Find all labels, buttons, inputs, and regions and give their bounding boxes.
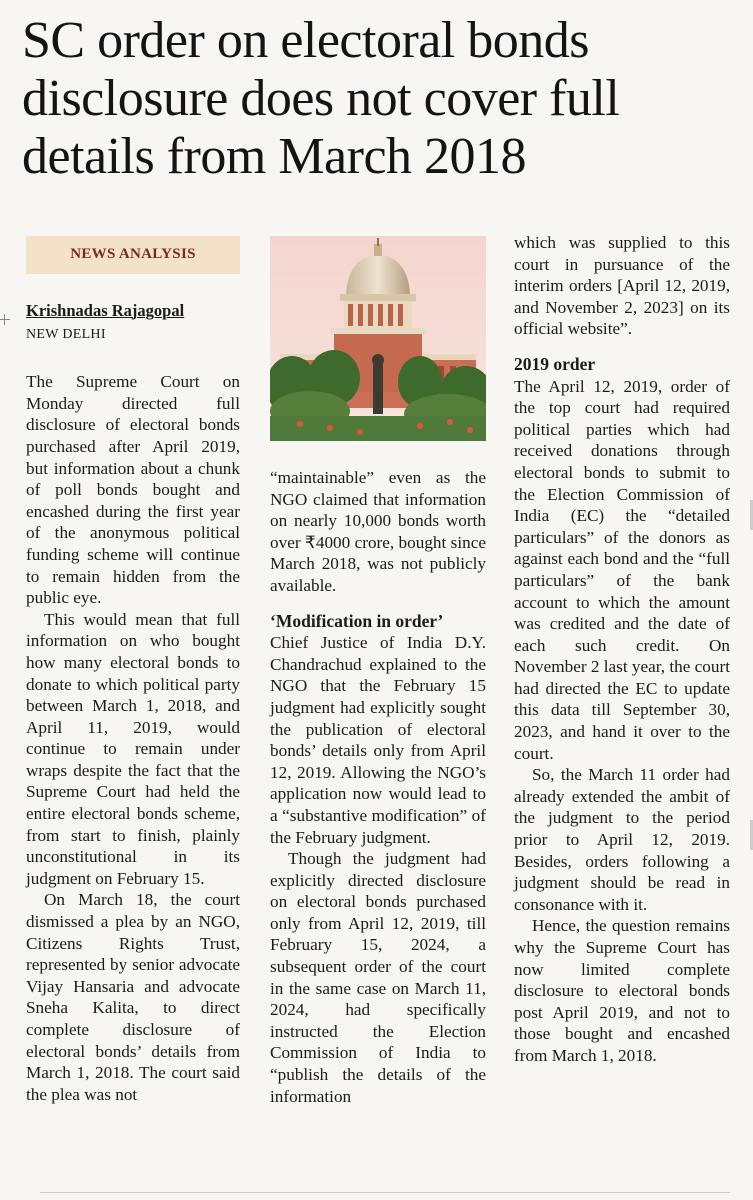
paragraph: Hence, the question remains why the Supreme Court has now limited complete disclosure to electoral bonds post April 2019, and not to those bought and encashed from March 1, 2018.: [514, 916, 730, 1065]
subhead: 2019 order: [514, 353, 596, 374]
paragraph: So, the March 11 order had already extended the ambit of the judgment to the period prior to April 12, 2019. Besides, orders following a judgment should be read in consonance with it.: [514, 765, 730, 914]
subhead: ‘Modification in order’: [270, 610, 444, 631]
headline: SC order on electoral bonds disclosure does not cover full details from March 2018: [22, 12, 620, 185]
news-analysis-tag: NEWS ANALYSIS: [26, 236, 240, 274]
paragraph: The Supreme Court on Monday directed full disclosure of electoral bonds purchased after April 2019, but information about a chunk of poll bonds bought and encashed during the first year of the anonymous political funding scheme will continue to remain hidden from the public eye.: [26, 372, 240, 608]
paragraph: Though the judgment had explicitly directed disclosure on electoral bonds purchased only from April 12, 2019, till February 15, 2024, a subsequent order of the court in the same case on March 11, 2024, had specifically instructed the Election Commission of India to “publish the details of the information: [270, 849, 486, 1106]
register-mark: [0, 319, 10, 320]
paragraph: Chief Justice of India D.Y. Chandrachud explained to the NGO that the February 15 judgment had explicitly sought the publication of electoral bonds’ details only from April 12, 2019. Allowing the NGO’s application now would lead to a “substantive modification” of the February judgment.: [270, 633, 486, 847]
column-2: [270, 236, 486, 1107]
bottom-rule: [40, 1192, 730, 1193]
register-mark: [4, 314, 5, 325]
author-byline: Krishnadas Rajagopal: [26, 301, 185, 320]
paragraph: “maintainable” even as the NGO claimed that information on nearly 10,000 bonds worth over ₹4000 crore, bought since March 2018, was not publicly available.: [270, 468, 486, 595]
supreme-court-photo: [270, 236, 486, 441]
paragraph: On March 18, the court dismissed a plea by an NGO, Citizens Rights Trust, represented by senior advocate Vijay Hansaria and advocate Sneha Kalita, to direct complete disclosure of electoral bonds’ details from March 1, 2018. The court said the plea was not: [26, 890, 240, 1104]
paragraph: The April 12, 2019, order of the top court had required political parties which had received donations through electoral bonds to submit to the Election Commission of India (EC) the “detailed particulars” of the donors as against each bond and the “full particulars” of the bank account to which the amount was credited and the date of each such credit. On November 2 last year, the court had directed the EC to update this data till September 30, 2023, and hand it over to the court.: [514, 376, 730, 763]
paragraph: which was supplied to this court in pursuance of the interim orders [April 12, 2019, and November 2, 2023] on its official website”.: [514, 233, 730, 339]
paragraph: This would mean that full information on who bought how many electoral bonds to donate to which political party between March 1, 2018, and April 11, 2019, would continue to remain under wraps despite the fact that the Supreme Court had held the entire electoral bonds scheme, from start to finish, plainly unconstitutional in its judgment on February 15.: [26, 609, 240, 888]
column-1: [26, 236, 240, 1105]
dateline: NEW DELHI: [26, 326, 106, 342]
column-3: [514, 232, 730, 1067]
